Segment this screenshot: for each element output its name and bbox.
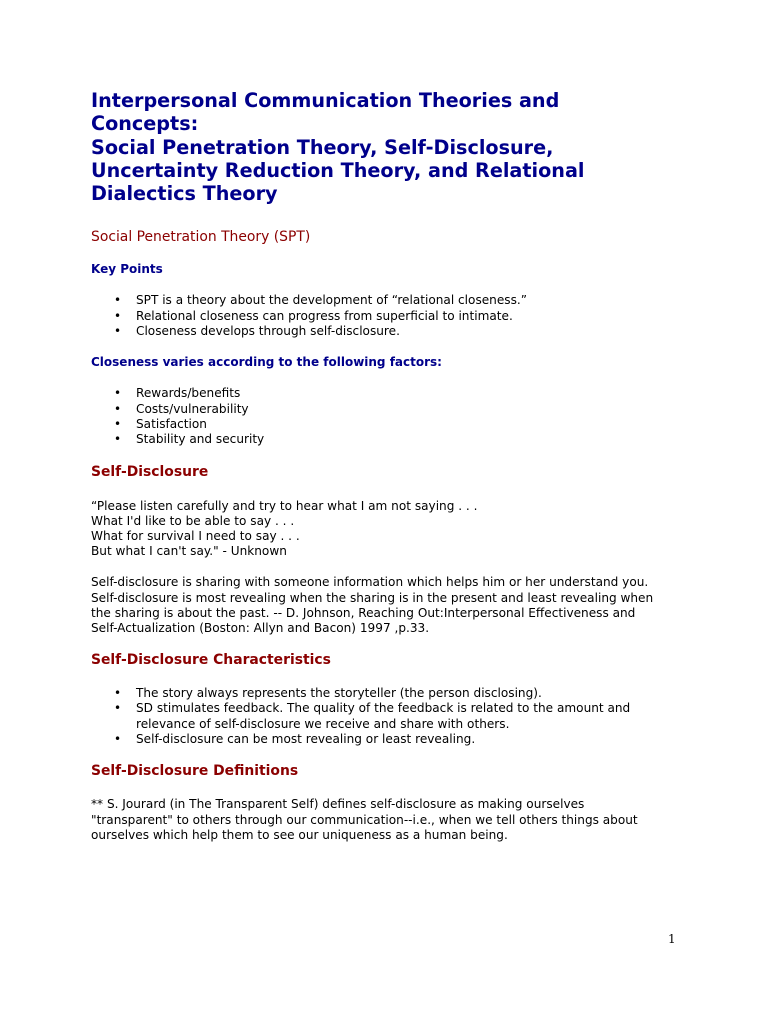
list-item-text: Stability and security bbox=[136, 432, 265, 447]
list-item bbox=[114, 308, 691, 324]
paragraph-line: Self-disclosure is most revealing when the sharing is in the present and least revealing when bbox=[91, 590, 654, 605]
list-item-text: Satisfaction bbox=[136, 416, 207, 431]
bullet-icon: • bbox=[114, 701, 122, 716]
definition-paragraph bbox=[91, 797, 691, 843]
bullet-icon: • bbox=[114, 432, 122, 447]
list-item-line: SD stimulates feedback. The quality of the feedback is related to the amount and bbox=[136, 701, 631, 716]
title-line: Concepts: bbox=[91, 112, 199, 136]
list-item-line: relevance of self-disclosure we receive and share with others. bbox=[136, 716, 510, 731]
paragraph-line: "transparent" to others through our communication--i.e., when we tell others things about bbox=[91, 812, 638, 827]
bullet-icon: • bbox=[114, 401, 122, 416]
characteristics-heading: Self-Disclosure Characteristics bbox=[91, 652, 331, 669]
list-item-text: The story always represents the storyteller (the person disclosing). bbox=[136, 686, 542, 701]
list-item bbox=[114, 386, 691, 401]
paragraph-line: the sharing is about the past. -- D. Johnson, Reaching Out:Interpersonal Effectiveness and bbox=[91, 605, 636, 620]
spt-heading: Social Penetration Theory (SPT) bbox=[91, 229, 311, 246]
title-line: Social Penetration Theory, Self-Disclosure, bbox=[91, 135, 554, 159]
self-disclosure-heading: Self-Disclosure bbox=[91, 463, 209, 480]
title-line: Dialectics Theory bbox=[91, 182, 278, 206]
paragraph-line: Self-disclosure is sharing with someone information which helps him or her understand you. bbox=[91, 575, 649, 590]
bullet-icon: • bbox=[114, 686, 122, 701]
list-item-text: Costs/vulnerability bbox=[136, 401, 249, 416]
bullet-icon: • bbox=[114, 293, 122, 308]
characteristics-list bbox=[91, 686, 691, 747]
list-item-text: SPT is a theory about the development of “relational closeness.” bbox=[136, 293, 528, 308]
title-line: Interpersonal Communication Theories and bbox=[91, 89, 560, 112]
list-item bbox=[114, 324, 691, 339]
factors-list bbox=[91, 386, 691, 447]
factors-heading: Closeness varies according to the following factors: bbox=[91, 355, 442, 370]
paragraph-line: ** S. Jourard (in The Transparent Self) defines self-disclosure as making ourselves bbox=[91, 797, 585, 812]
key-points-list bbox=[91, 293, 691, 339]
bullet-icon: • bbox=[114, 324, 122, 339]
list-item bbox=[114, 401, 691, 417]
quote-line: But what I can't say." - Unknown bbox=[91, 544, 287, 559]
list-item bbox=[114, 293, 691, 308]
list-item-text: Relational closeness can progress from superficial to intimate. bbox=[136, 308, 513, 323]
quote-line: What for survival I need to say . . . bbox=[91, 528, 300, 543]
paragraph-line: ourselves which help them to see our uniqueness as a human being. bbox=[91, 827, 508, 842]
list-item bbox=[114, 416, 691, 432]
explanation-paragraph bbox=[91, 575, 691, 636]
page-number: 1 bbox=[668, 932, 676, 946]
bullet-icon: • bbox=[114, 386, 122, 401]
document-title bbox=[91, 89, 691, 205]
list-item bbox=[114, 686, 691, 701]
list-item bbox=[114, 732, 691, 747]
list-item-text: Closeness develops through self-disclosure. bbox=[136, 324, 400, 339]
bullet-icon: • bbox=[114, 416, 122, 431]
bullet-icon: • bbox=[114, 732, 122, 747]
paragraph-line: Self-Actualization (Boston: Allyn and Bacon) 1997 ,p.33. bbox=[91, 620, 430, 635]
quote-line: What I'd like to be able to say . . . bbox=[91, 513, 295, 528]
title-line: Uncertainty Reduction Theory, and Relational bbox=[91, 158, 585, 182]
definitions-heading: Self-Disclosure Definitions bbox=[91, 763, 299, 780]
quote-paragraph bbox=[91, 499, 691, 560]
list-item bbox=[114, 432, 691, 447]
list-item bbox=[114, 701, 691, 732]
list-item-text: Rewards/benefits bbox=[136, 386, 241, 401]
bullet-icon: • bbox=[114, 308, 122, 323]
document-page bbox=[91, 89, 691, 843]
quote-line: “Please listen carefully and try to hear what I am not saying . . . bbox=[91, 498, 478, 513]
list-item-text: Self-disclosure can be most revealing or least revealing. bbox=[136, 732, 476, 747]
key-points-heading: Key Points bbox=[91, 262, 163, 277]
list-item-text bbox=[136, 701, 630, 732]
